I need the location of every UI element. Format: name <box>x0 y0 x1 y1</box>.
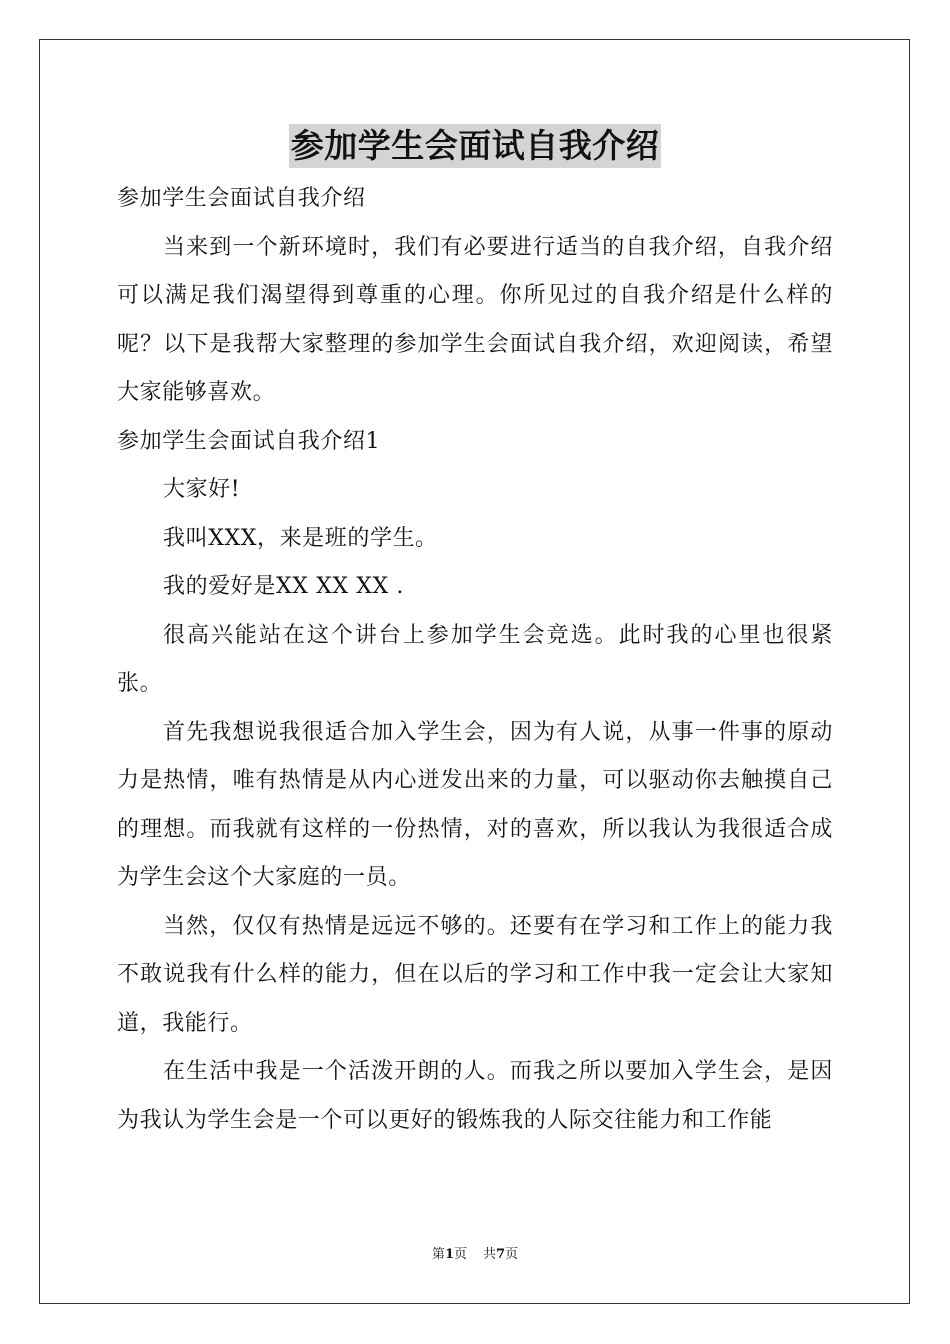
page-current: 1 <box>444 1247 454 1262</box>
page-total: 7 <box>496 1247 506 1262</box>
hobby-paragraph: 我的爱好是XX XX XX . <box>163 574 404 599</box>
total-suffix: 页 <box>505 1247 519 1262</box>
greeting-paragraph: 大家好! <box>163 477 241 502</box>
page-prefix: 第 <box>431 1247 445 1262</box>
document-title: 参加学生会面试自我介绍 <box>289 124 662 168</box>
subtitle-paragraph: 参加学生会面试自我介绍 <box>117 186 366 211</box>
intro-paragraph: 当来到一个新环境时，我们有必要进行适当的自我介绍，自我介绍可以满足我们渴望得到尊重的心理。你所见过的自我介绍是什么样的呢？以下是我帮大家整理的参加学生会面试自我介绍，欢迎阅读，希望大家能够喜欢。 <box>117 234 833 405</box>
name-paragraph: 我叫XXX，来是班的学生。 <box>163 525 438 551</box>
total-prefix: 共 <box>483 1247 497 1262</box>
page-footer <box>0 1246 950 1264</box>
body-paragraph: 很高兴能站在这个讲台上参加学生会竞选。此时我的心里也很紧张。 <box>117 622 833 696</box>
section-heading: 参加学生会面试自我介绍1 <box>117 428 381 454</box>
document-body <box>117 175 833 1145</box>
title-container <box>0 124 950 168</box>
body-paragraph: 在生活中我是一个活泼开朗的人。而我之所以要加入学生会，是因为我认为学生会是一个可以更好的锻炼我的人际交往能力和工作能 <box>117 1059 833 1133</box>
body-paragraph: 首先我想说我很适合加入学生会，因为有人说，从事一件事的原动力是热情，唯有热情是从内心迸发出来的力量，可以驱动你去触摸自己的理想。而我就有这样的一份热情，对的喜欢，所以我认为我很适合成为学生会这个大家庭的一员。 <box>117 719 833 890</box>
page-suffix: 页 <box>453 1247 467 1262</box>
body-paragraph: 当然，仅仅有热情是远远不够的。还要有在学习和工作上的能力我不敢说我有什么样的能力，但在以后的学习和工作中我一定会让大家知道，我能行。 <box>117 913 833 1036</box>
